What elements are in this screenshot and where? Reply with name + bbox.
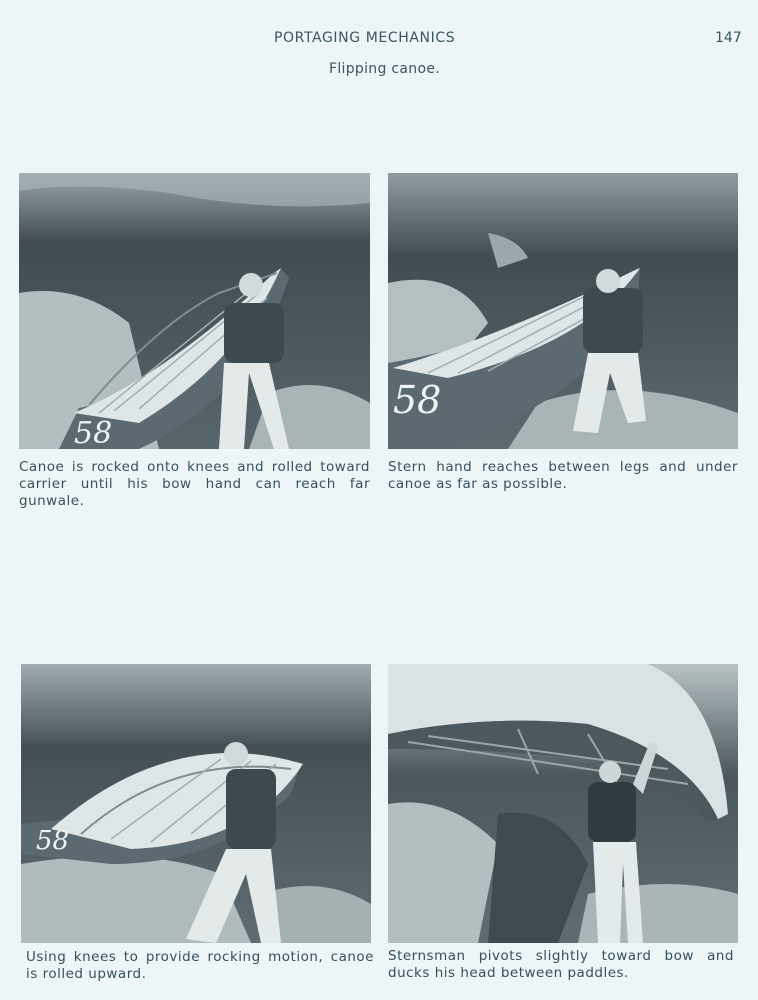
caption-stern-hand-reach: Stern hand reaches between legs and under canoe as far as possible. <box>388 459 738 492</box>
canoe-number: 58 <box>74 416 113 449</box>
caption-canoe-rolled-upward: Using knees to provide rocking motion, canoe is rolled upward. <box>26 949 374 982</box>
canoe-number: 58 <box>393 378 442 422</box>
photo-sternsman-ducks-under <box>388 664 738 943</box>
caption-sternsman-ducks: Sternsman pivots slightly toward bow and ducks his head between paddles. <box>388 948 734 981</box>
photo-canoe-on-knees <box>19 173 370 449</box>
running-head: PORTAGING MECHANICS <box>274 30 456 46</box>
figure-subtitle: Flipping canoe. <box>329 61 440 77</box>
canoe-number: 58 <box>36 826 70 856</box>
photo-stern-hand-reach <box>388 173 738 449</box>
page-number: 147 <box>715 30 742 46</box>
photo-canoe-rolled-upward <box>21 664 371 943</box>
caption-canoe-on-knees: Canoe is rocked onto knees and rolled toward carrier until his bow hand can reach far gunwale. <box>19 459 370 509</box>
